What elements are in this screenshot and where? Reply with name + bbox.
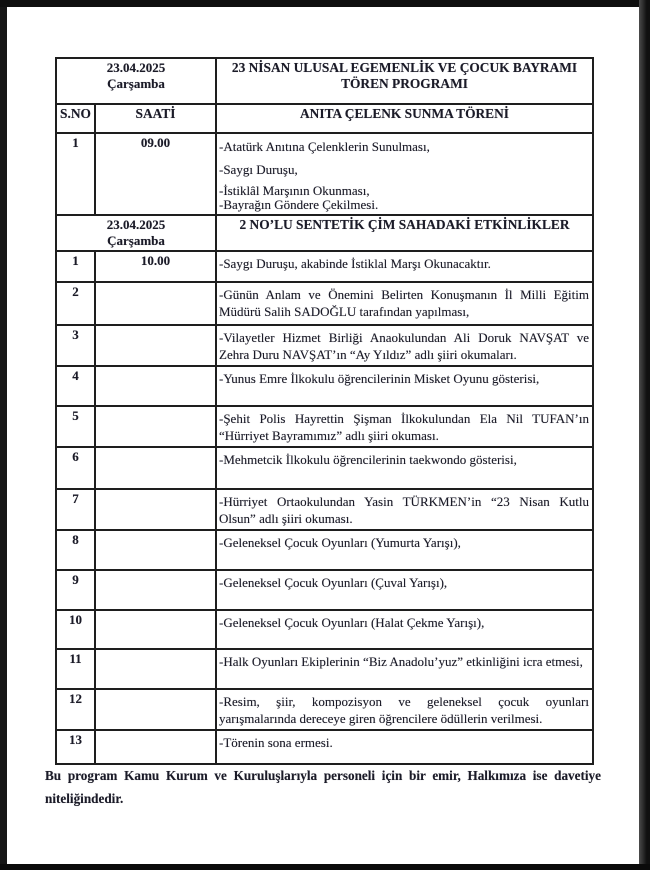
event-cell: -Vilayetler Hizmet Birliği Anaokulundan Ali Doruk NAVŞAT ve Zehra Duru NAVŞAT’ın “Ay Yıldız” adlı şiiri okumaları.	[216, 325, 593, 366]
event-line: -Bayrağın Göndere Çekilmesi.	[219, 197, 379, 212]
table-row	[56, 447, 593, 489]
event-line: -İstiklâl Marşının Okunması,	[219, 183, 370, 198]
event-cell: -Geleneksel Çocuk Oyunları (Yumurta Yarışı),	[216, 530, 593, 570]
table-row	[56, 282, 593, 325]
row-number-cell: 12	[56, 689, 95, 730]
time-cell	[95, 282, 216, 325]
row-number-cell: 11	[56, 649, 95, 689]
table-row	[56, 570, 593, 610]
day-text: Çarşamba	[107, 76, 165, 91]
row-number-cell: 8	[56, 530, 95, 570]
scan-edge-left	[0, 7, 7, 866]
scan-edge-bottom	[0, 864, 650, 870]
event-cell: -Hürriyet Ortaokulundan Yasin TÜRKMEN’in “23 Nisan Kutlu Olsun” adlı şiiri okuması.	[216, 489, 593, 530]
table-row	[56, 325, 593, 366]
day-text: Çarşamba	[107, 233, 165, 248]
time-cell	[95, 366, 216, 406]
date-text: 23.04.2025	[106, 217, 166, 232]
event-cell: -Şehit Polis Hayrettin Şişman İlkokulundan Ela Nil TUFAN’ın “Hürriyet Bayramımız” adlı şiiri okuması.	[216, 406, 593, 447]
event-cell: -Günün Anlam ve Önemini Belirten Konuşmanın İl Milli Eğitim Müdürü Salih SADOĞLU tarafından yapılması,	[216, 282, 593, 325]
event-cell	[216, 133, 593, 215]
row-number-cell: 1	[56, 251, 95, 282]
row-number-cell: 6	[56, 447, 95, 489]
time-cell	[95, 570, 216, 610]
row-number-cell: 5	[56, 406, 95, 447]
column-header-row	[56, 104, 593, 133]
section1-header-row	[56, 58, 593, 104]
time-cell: 10.00	[95, 251, 216, 282]
event-cell: -Geleneksel Çocuk Oyunları (Çuval Yarışı),	[216, 570, 593, 610]
time-cell	[95, 325, 216, 366]
row-number-cell: 13	[56, 730, 95, 764]
table-row	[56, 530, 593, 570]
event-cell: -Saygı Duruşu, akabinde İstiklal Marşı Okunacaktır.	[216, 251, 593, 282]
table-row	[56, 610, 593, 649]
table-row	[56, 649, 593, 689]
table-row	[56, 251, 593, 282]
time-cell: 09.00	[95, 133, 216, 215]
event-line: -Atatürk Anıtına Çelenklerin Sunulması,	[219, 139, 430, 154]
time-cell	[95, 649, 216, 689]
time-cell	[95, 447, 216, 489]
table-row	[56, 689, 593, 730]
event-cell: -Yunus Emre İlkokulu öğrencilerinin Misket Oyunu gösterisi,	[216, 366, 593, 406]
row-number-cell: 4	[56, 366, 95, 406]
row-number-cell: 9	[56, 570, 95, 610]
row-number-cell: 3	[56, 325, 95, 366]
time-cell	[95, 406, 216, 447]
ceremony-program-table	[55, 57, 594, 765]
table-row	[56, 406, 593, 447]
row-number-cell: 1	[56, 133, 95, 215]
event-cell: -Resim, şiir, kompozisyon ve geleneksel çocuk oyunları yarışmalarında dereceye giren öğrencilere ödüllerin verilmesi.	[216, 689, 593, 730]
time-cell	[95, 689, 216, 730]
event-cell: -Törenin sona ermesi.	[216, 730, 593, 764]
section1-title-cell	[216, 58, 593, 104]
table-row	[56, 133, 593, 215]
time-cell	[95, 730, 216, 764]
table-row	[56, 489, 593, 530]
table-row	[56, 366, 593, 406]
row-number-cell: 7	[56, 489, 95, 530]
section1-date-cell	[56, 58, 216, 104]
row-number-cell: 10	[56, 610, 95, 649]
section2-date-cell	[56, 215, 216, 251]
section1-event-header: ANITA ÇELENK SUNMA TÖRENİ	[216, 104, 593, 133]
scan-edge-right	[639, 0, 650, 866]
time-cell	[95, 610, 216, 649]
no-column-header: S.NO	[56, 104, 95, 133]
time-cell	[95, 530, 216, 570]
date-text: 23.04.2025	[106, 60, 166, 75]
footer-note: Bu program Kamu Kurum ve Kuruluşlarıyla personeli için bir emir, Halkımıza ise davetiye niteliğindedir.	[45, 768, 601, 806]
section2-header-row	[56, 215, 593, 251]
event-cell: -Geleneksel Çocuk Oyunları (Halat Çekme Yarışı),	[216, 610, 593, 649]
time-column-header: SAATİ	[95, 104, 216, 133]
time-cell	[95, 489, 216, 530]
program-title-line1: 23 NİSAN ULUSAL EGEMENLİK VE ÇOCUK BAYRAMI	[231, 60, 578, 75]
event-cell: -Mehmetcik İlkokulu öğrencilerinin taekwondo gösterisi,	[216, 447, 593, 489]
row-number-cell: 2	[56, 282, 95, 325]
event-cell: -Halk Oyunları Ekiplerinin “Biz Anadolu’yuz” etkinliğini icra etmesi,	[216, 649, 593, 689]
event-line: -Saygı Duruşu,	[219, 162, 298, 177]
scan-edge-top	[0, 0, 650, 7]
table-row	[56, 730, 593, 764]
section2-title-cell: 2 NO’LU SENTETİK ÇİM SAHADAKİ ETKİNLİKLER	[216, 215, 593, 251]
program-title-line2: TÖREN PROGRAMI	[341, 76, 468, 91]
